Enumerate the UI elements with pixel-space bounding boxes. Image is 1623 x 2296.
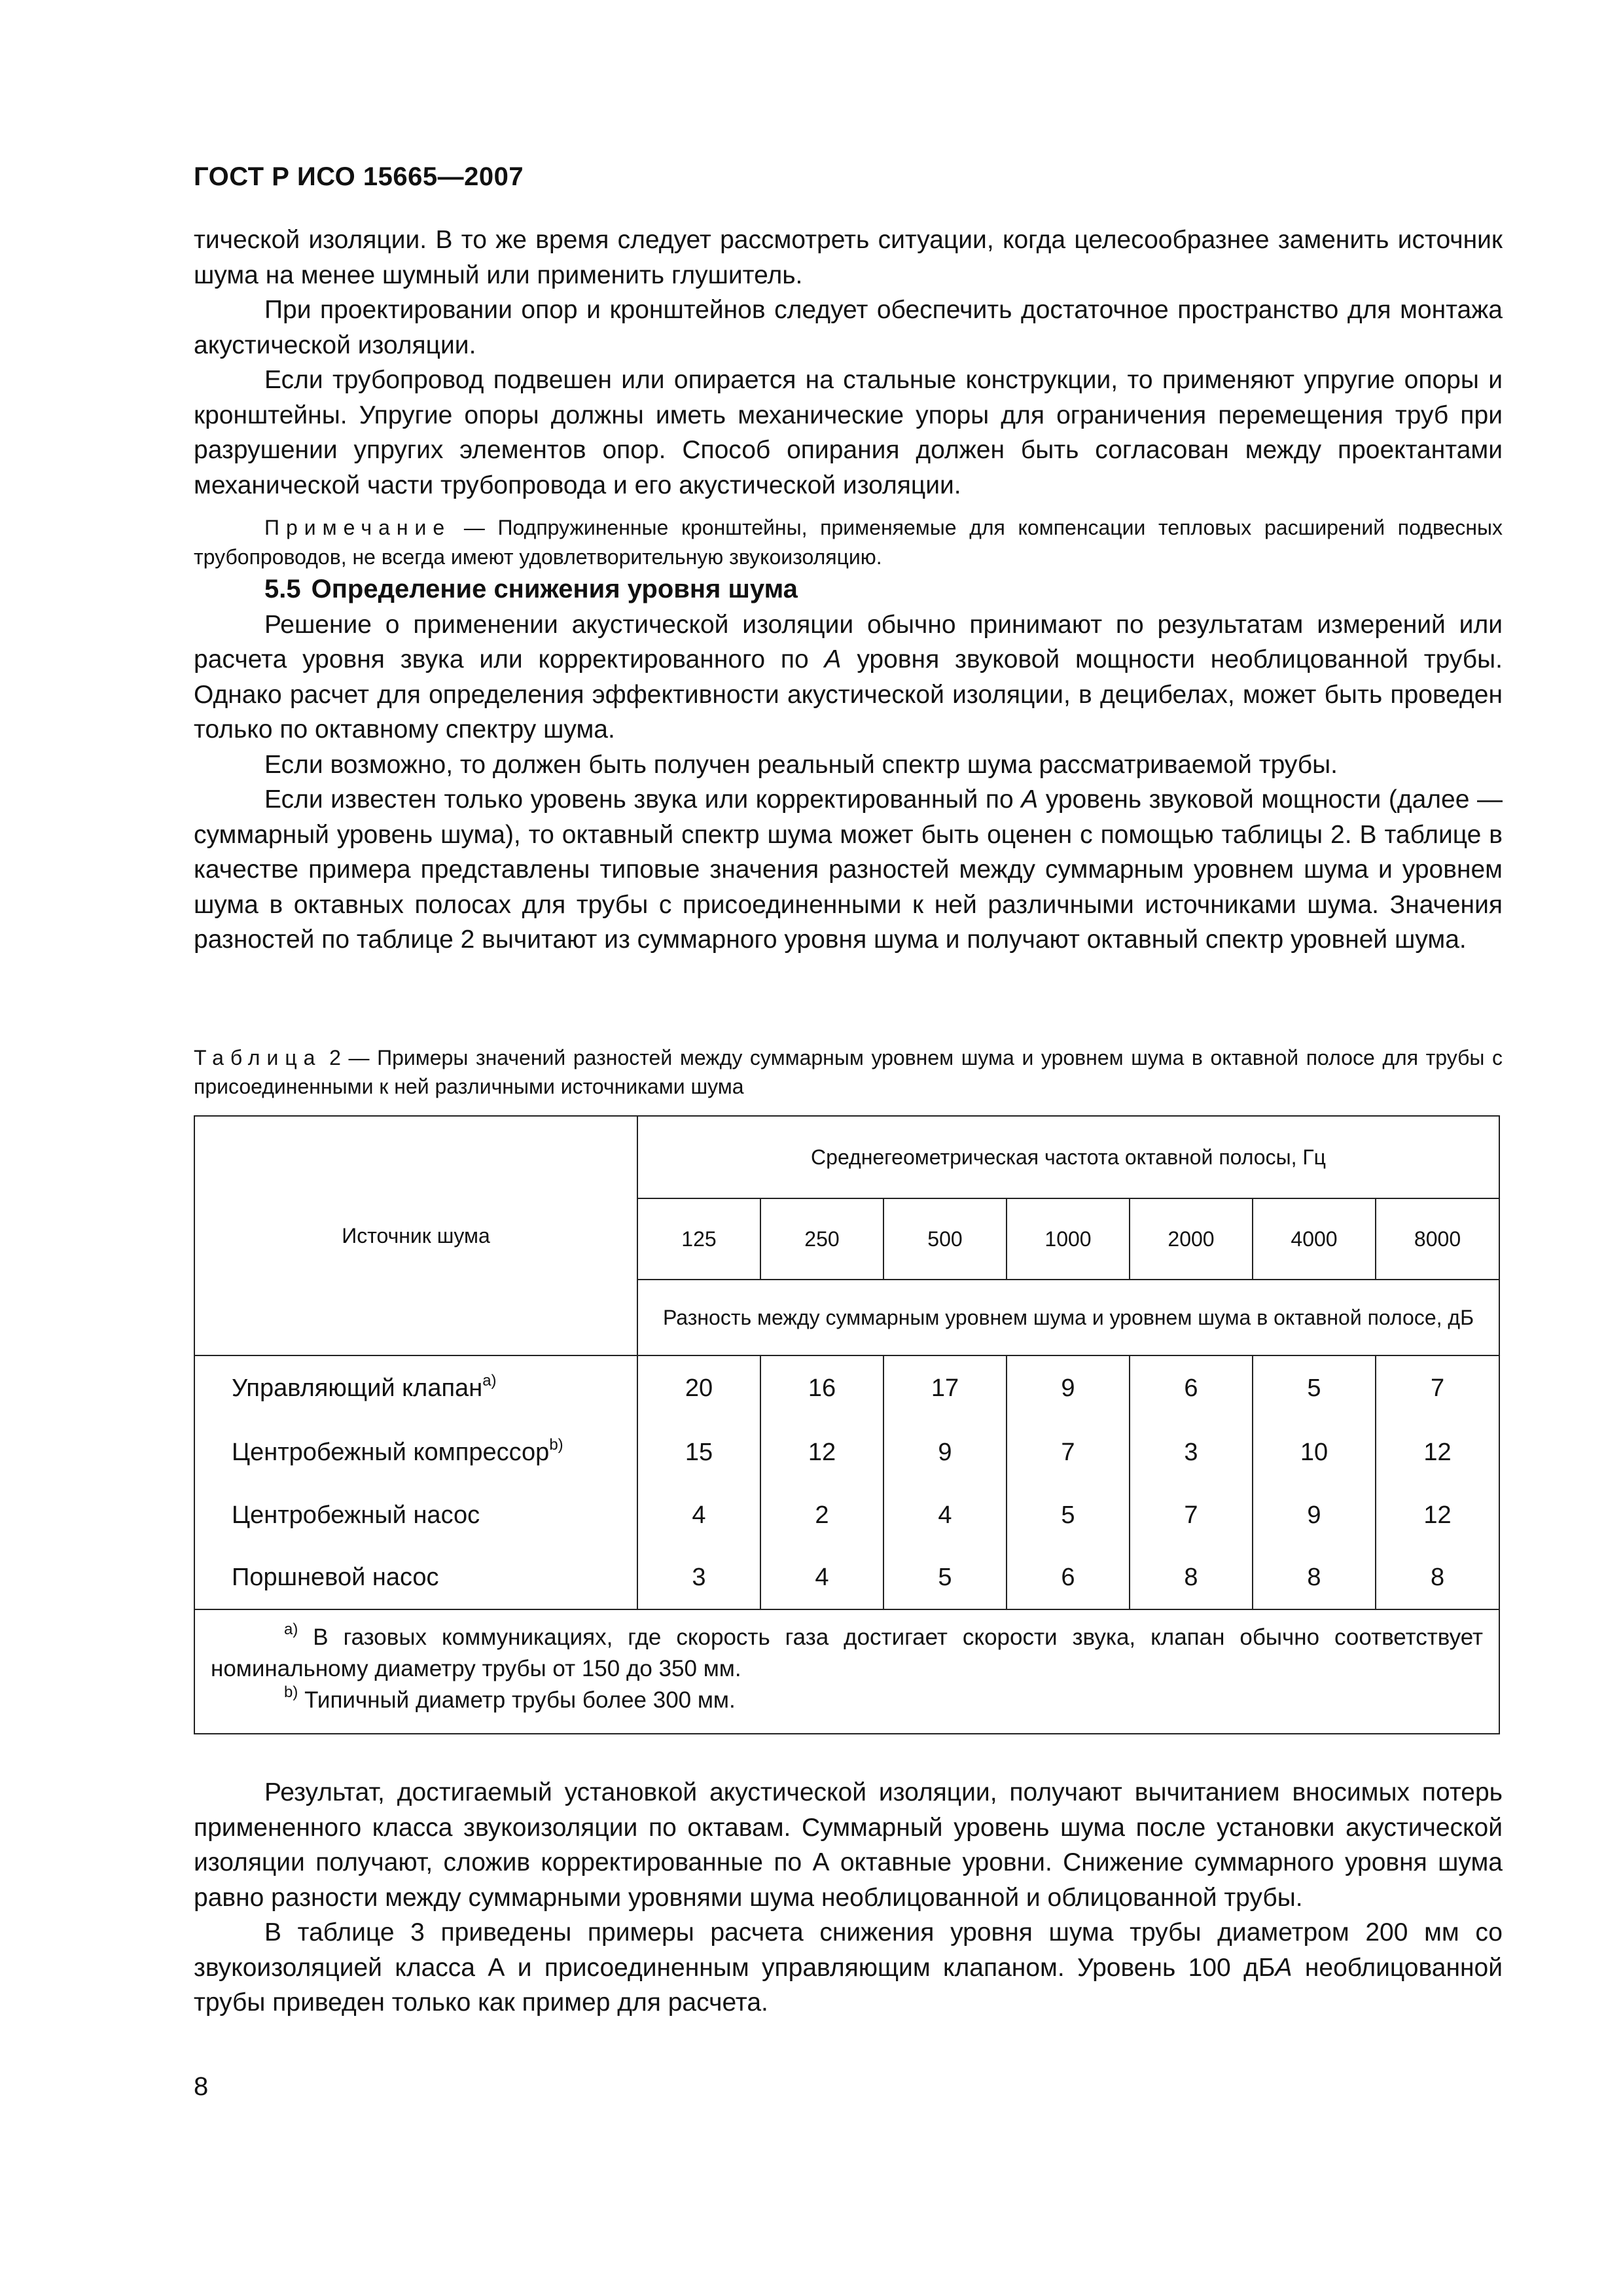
header-freq-4000: 4000 [1253, 1198, 1376, 1280]
body-text-top [194, 223, 1503, 958]
section-number: 5.5 [264, 575, 301, 603]
value-cell: 5 [883, 1547, 1007, 1609]
paragraph-steel-structures: Если трубопровод подвешен или опирается на стальные конструкции, то применяют упругие опоры и кронштейны. Упругие опоры должны иметь механические упоры для ограничения перемещения труб при разрушении упругих элементов опор. Способ опирания должен быть согласован между проектантами механической части трубопровода и его акустической изоляции. [194, 366, 1503, 499]
paragraph-result: Результат, достигаемый установкой акустической изоляции, получают вычитанием вносимых потерь примененного класса звукоизоляции по октавам. Суммарный уровень шума после установки акустической изоляции получают, сложив корректированные по А октавные уровни. Снижение суммарного уровня шума равно разности между суммарными уровнями шума необлицованной и облицованной трубы. [194, 1778, 1503, 1912]
italic-letter-a: А [1275, 1953, 1293, 1982]
value-cell: 6 [1007, 1547, 1130, 1609]
footnote-b [211, 1685, 1483, 1716]
paragraph-continuation: тической изоляции. В то же время следует рассмотреть ситуации, когда целесообразнее заменить источник шума на менее шумный или применить глушитель. [194, 226, 1503, 289]
table-caption [194, 1043, 1503, 1101]
value-cell: 15 [637, 1421, 760, 1484]
paragraph-table3 [194, 1915, 1503, 2020]
value-cell: 4 [760, 1547, 883, 1609]
header-frequency: Среднегеометрическая частота октавной полосы, Гц [637, 1116, 1499, 1198]
row-source [194, 1355, 637, 1421]
value-cell: 7 [1376, 1355, 1499, 1421]
body-text-after-table [194, 1775, 1503, 2020]
value-cell: 8 [1376, 1547, 1499, 1609]
value-cell: 12 [1376, 1421, 1499, 1484]
header-freq-500: 500 [883, 1198, 1007, 1280]
row-source [194, 1421, 637, 1484]
value-cell: 10 [1253, 1421, 1376, 1484]
row-source-text: Поршневой насос [232, 1564, 439, 1591]
footnote-mark: b) [549, 1435, 563, 1454]
section-title: Определение снижения уровня шума [311, 575, 798, 603]
header-difference: Разность между суммарным уровнем шума и уровнем шума в октавной полосе, дБ [637, 1280, 1499, 1355]
paragraph-octave-part: Если известен только уровень звука или корректированный по [264, 785, 1022, 814]
paragraph-octave-part: уровень звуковой мощности (далее — суммарный уровень шума), то октавный спектр шума может быть оценен с помощью таблицы 2. В таблице в качестве примера представлены типовые значения разностей между суммарным уровнем шума и уровнем шума в октавных полосах для трубы с присоединенными к ней различными источниками шума. Значения разностей по таблице 2 вычитают из суммарного уровня шума и получают октавный спектр уровней шума. [194, 785, 1503, 954]
value-cell: 5 [1007, 1484, 1130, 1547]
header-freq-8000: 8000 [1376, 1198, 1499, 1280]
page-number: 8 [194, 2072, 209, 2101]
value-cell: 16 [760, 1355, 883, 1421]
italic-letter-a: А [824, 645, 842, 673]
footnote-mark: b) [284, 1683, 298, 1701]
header-freq-2000: 2000 [1130, 1198, 1253, 1280]
value-cell: 8 [1130, 1547, 1253, 1609]
note [194, 513, 1503, 572]
row-source-text: Центробежный компрессор [232, 1438, 550, 1466]
header-freq-125: 125 [637, 1198, 760, 1280]
value-cell: 8 [1253, 1547, 1376, 1609]
noise-difference-table [194, 1115, 1500, 1734]
table-row [194, 1484, 1499, 1547]
paragraph-supports: При проектировании опор и кронштейнов следует обеспечить достаточное пространство для монтажа акустической изоляции. [194, 296, 1503, 359]
page-header-standard-code: ГОСТ Р ИСО 15665—2007 [194, 162, 524, 191]
value-cell: 9 [1007, 1355, 1130, 1421]
value-cell: 20 [637, 1355, 760, 1421]
row-source [194, 1547, 637, 1609]
value-cell: 4 [637, 1484, 760, 1547]
paragraph-table3-part: В таблице 3 приведены примеры расчета снижения уровня шума трубы диаметром 200 мм со звукоизоляцией класса А и присоединенным управляющим клапаном. Уровень 100 дБ [194, 1918, 1503, 1982]
value-cell: 7 [1130, 1484, 1253, 1547]
value-cell: 9 [883, 1421, 1007, 1484]
header-freq-1000: 1000 [1007, 1198, 1130, 1280]
value-cell: 17 [883, 1355, 1007, 1421]
value-cell: 3 [1130, 1421, 1253, 1484]
value-cell: 2 [760, 1484, 883, 1547]
value-cell: 12 [1376, 1484, 1499, 1547]
value-cell: 6 [1130, 1355, 1253, 1421]
value-cell: 7 [1007, 1421, 1130, 1484]
row-source-text: Центробежный насос [232, 1501, 480, 1529]
paragraph-decision-part: Решение о применении акустической изоляции обычно принимают по результатам измерений или расчета уровня звука или корректированного по [194, 610, 1503, 673]
note-text: — Подпружиненные кронштейны, применяемые для компенсации тепловых расширений подвесных трубопроводов, не всегда имеют удовлетворительную звукоизоляцию. [194, 516, 1503, 569]
table-row [194, 1355, 1499, 1421]
footnote-mark: а) [284, 1621, 298, 1638]
table-row [194, 1547, 1499, 1609]
row-source [194, 1484, 637, 1547]
footnote-text: В газовых коммуникациях, где скорость газа достигает скорости звука, клапан обычно соответствует номинальному диаметру трубы от 150 до 350 мм. [211, 1624, 1484, 1681]
table-row [194, 1421, 1499, 1484]
value-cell: 9 [1253, 1484, 1376, 1547]
footnote-a [211, 1622, 1483, 1685]
value-cell: 3 [637, 1547, 760, 1609]
value-cell: 4 [883, 1484, 1007, 1547]
paragraph-decision-part: уровня звуковой мощности необлицованной трубы. Однако расчет для определения эффективности акустической изоляции, в децибелах, может быть проведен только по октавному спектру шума. [194, 645, 1503, 744]
footnote-mark: а) [482, 1372, 497, 1390]
table-caption-text: — Примеры значений разностей между суммарным уровнем шума и уровнем шума в октавной полосе для трубы с присоединенными к ней различными источниками шума [194, 1046, 1503, 1098]
paragraph-table3-part: необлицованной трубы приведен только как пример для расчета. [194, 1953, 1503, 2017]
paragraph-real-spectrum: Если возможно, то должен быть получен реальный спектр шума рассматриваемой трубы. [264, 750, 1338, 779]
footnote-text: Типичный диаметр трубы более 300 мм. [298, 1687, 736, 1713]
row-source-text: Управляющий клапан [232, 1374, 483, 1402]
table-caption-label: Таблица [194, 1046, 322, 1069]
header-noise-source: Источник шума [194, 1116, 637, 1355]
paragraph-decision [194, 607, 1503, 747]
value-cell: 12 [760, 1421, 883, 1484]
paragraph-octave-estimate [194, 782, 1503, 958]
italic-letter-a: А [1021, 785, 1039, 814]
value-cell: 5 [1253, 1355, 1376, 1421]
table-caption-number: 2 [329, 1046, 341, 1069]
table-footnotes [194, 1609, 1499, 1734]
header-freq-250: 250 [760, 1198, 883, 1280]
section-heading [194, 572, 1503, 607]
note-label: Примечание [264, 516, 452, 539]
